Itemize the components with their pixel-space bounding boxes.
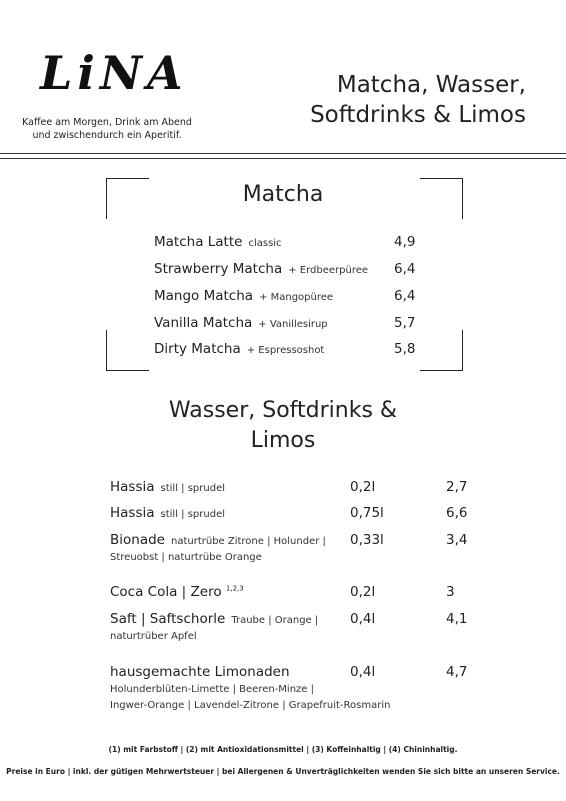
menu-item-matcha-latte <box>154 234 282 250</box>
item-note: + Mangopüree <box>259 292 334 303</box>
page-title-line-2: Softdrinks & Limos <box>310 102 526 128</box>
page-title <box>310 70 526 130</box>
allergen-superscript: 1,2,3 <box>225 584 244 593</box>
header-divider-bottom <box>0 158 566 159</box>
item-name: Strawberry Matcha <box>154 261 283 277</box>
menu-item-bionade <box>110 532 326 548</box>
header-divider-top <box>0 153 566 154</box>
item-note: + Vanillesirup <box>258 319 328 330</box>
item-name: Bionade <box>110 532 165 548</box>
item-name: Hassia <box>110 505 155 521</box>
item-volume: 0,33l <box>350 532 384 548</box>
item-volume: 0,4l <box>350 611 376 627</box>
frame-corner-bottom-right <box>420 330 463 371</box>
item-note-line-2: Streuobst | naturtrübe Orange <box>110 552 262 563</box>
tagline-line-2: und zwischendurch ein Aperitif. <box>32 130 182 141</box>
page-title-line-1: Matcha, Wasser, <box>336 72 526 98</box>
item-price: 3 <box>446 584 455 600</box>
wasser-title-line-2: Limos <box>250 428 316 453</box>
item-note: classic <box>248 238 282 249</box>
tagline <box>12 116 202 142</box>
item-price: 5,8 <box>394 341 416 357</box>
item-name: Dirty Matcha <box>154 341 241 357</box>
wasser-title-line-1: Wasser, Softdrinks & <box>168 398 398 423</box>
item-note: naturtrübe Zitrone | Holunder | <box>170 536 326 547</box>
item-name: Coca Cola | Zero <box>110 584 222 600</box>
menu-item-hassia-large <box>110 505 225 521</box>
menu-item-coca-cola <box>110 584 244 600</box>
item-price: 6,4 <box>394 261 416 277</box>
item-note: + Erdbeerpüree <box>288 265 369 276</box>
logo: LiNA <box>40 46 188 100</box>
item-price: 4,7 <box>446 664 468 680</box>
item-volume: 0,2l <box>350 479 376 495</box>
menu-item-mango-matcha <box>154 288 333 304</box>
item-volume: 0,75l <box>350 505 384 521</box>
item-note-line-2: naturtrüber Apfel <box>110 631 197 642</box>
item-price: 4,9 <box>394 234 416 250</box>
item-note: Traube | Orange | <box>231 615 319 626</box>
item-volume: 0,2l <box>350 584 376 600</box>
item-name: Vanilla Matcha <box>154 315 253 331</box>
menu-item-strawberry-matcha <box>154 261 368 277</box>
menu-item-vanilla-matcha <box>154 315 328 331</box>
frame-corner-bottom-left <box>106 330 149 371</box>
allergen-footnote: (1) mit Farbstoff | (2) mit Antioxidationsmittel | (3) Koffeinhaltig | (4) Chininhaltig. <box>108 745 458 754</box>
matcha-section-title: Matcha <box>242 182 324 207</box>
item-name: Matcha Latte <box>154 234 243 250</box>
item-volume: 0,4l <box>350 664 376 680</box>
item-price: 2,7 <box>446 479 468 495</box>
item-price: 6,6 <box>446 505 468 521</box>
item-note: + Espressoshot <box>246 345 325 356</box>
item-price: 4,1 <box>446 611 468 627</box>
menu-item-limonaden <box>110 664 290 680</box>
item-note: still | sprudel <box>160 483 225 494</box>
item-note-line-2: Holunderblüten-Limette | Beeren-Minze | <box>110 684 314 695</box>
menu-item-dirty-matcha <box>154 341 324 357</box>
menu-item-saft <box>110 611 318 627</box>
item-price: 3,4 <box>446 532 468 548</box>
item-note: still | sprudel <box>160 509 225 520</box>
item-name: hausgemachte Limonaden <box>110 664 290 680</box>
item-price: 6,4 <box>394 288 416 304</box>
item-name: Mango Matcha <box>154 288 254 304</box>
item-note-line-3: Ingwer-Orange | Lavendel-Zitrone | Grapefruit-Rosmarin <box>110 700 391 711</box>
tagline-line-1: Kaffee am Morgen, Drink am Abend <box>22 117 192 128</box>
price-footer: Preise in Euro | inkl. der gütigen Mehrwertsteuer | bei Allergenen & Unverträglichkeiten wenden Sie sich bitte an unseren Service. <box>6 767 560 776</box>
item-name: Saft | Saftschorle <box>110 611 226 627</box>
menu-item-hassia-small <box>110 479 225 495</box>
item-price: 5,7 <box>394 315 416 331</box>
item-name: Hassia <box>110 479 155 495</box>
wasser-section-title <box>150 396 416 456</box>
